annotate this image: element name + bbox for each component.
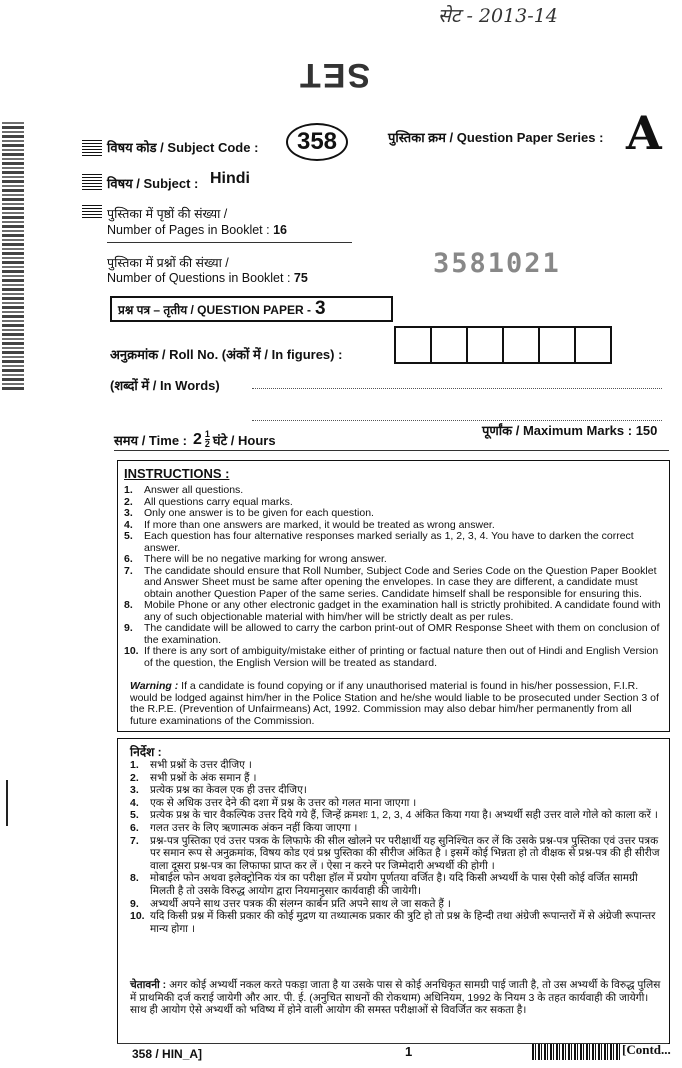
item-text: प्रश्न-पत्र पुस्तिका एवं उत्तर पत्रक के लिफाफे की सील खोलने पर परीक्षार्थी यह सुनिश्चित कर लें कि उसके प्रश्न-पत्र पुस्तिका एवं उत्तर पत्रक पर समान रूप से अनुक्रमांक, विषय कोड एवं प्रश्न पुस्तिका की सीरीज अंकित है । इसमें कोई भिन्नता हो तो वीक्षक से प्रश्न-पत्र की ही सीरीज वाला दूसरा प्रश्न-पत्र का लिफाफा प्राप्त कर लें । ऐसा न करने पर जिम्मेदारी अभ्यर्थी की होगी । bbox=[150, 834, 660, 872]
top-handwritten-note: सेट - 2013-14 bbox=[438, 5, 558, 27]
item-text: Each question has four alternative responses marked serially as 1, 2, 3, 4. You have to darken the correct answer. bbox=[144, 530, 634, 554]
series-label: पुस्तिका क्रम / Question Paper Series : bbox=[388, 130, 604, 145]
list-item bbox=[130, 910, 662, 935]
hindi-warning-text: अगर कोई अभ्यर्थी नकल करते पकड़ा जाता है या उसके पास से कोई अनधिकृत सामग्री पाई जाती है, तो उस अभ्यर्थी के विरुद्ध पुलिस में प्राथमिकी दर्ज कराई जायेगी और आर. पी. ई. (अनुचित साधनों की रोकथाम) अधिनियम, 1992 के नियम 3 के तहत कार्यवाही की जायेगी। साथ ही आयोग ऐसे अभ्यर्थी को भविष्य में होने वाली आयोग की समस्त परीक्षाओं से विवर्जित कर सकता है। bbox=[130, 979, 661, 1017]
roll-words-label: (शब्दों में / In Words) bbox=[110, 378, 220, 393]
item-text: प्रत्येक प्रश्न का केवल एक ही उत्तर दीजिए। bbox=[150, 784, 307, 797]
list-item bbox=[130, 822, 662, 835]
list-item bbox=[130, 898, 662, 911]
item-number: 2. bbox=[130, 771, 139, 784]
item-text: If there is any sort of ambiguity/mistake either of printing or factual nature then out of Hindi and English Version of the question, the English Version will be treated as standard. bbox=[144, 645, 659, 669]
item-number: 3. bbox=[124, 507, 133, 519]
list-item bbox=[130, 809, 662, 822]
roll-digit-box[interactable] bbox=[394, 326, 432, 364]
item-number: 2. bbox=[124, 495, 133, 508]
instructions-box bbox=[117, 460, 670, 732]
item-text: Answer all questions. bbox=[144, 484, 244, 496]
list-item bbox=[124, 508, 662, 520]
pages-value: 16 bbox=[273, 223, 287, 237]
instructions-title: INSTRUCTIONS : bbox=[124, 466, 230, 481]
subject-code-label: विषय कोड / Subject Code : bbox=[107, 140, 259, 155]
item-number: 9. bbox=[124, 622, 133, 634]
roll-digit-box[interactable] bbox=[466, 326, 504, 364]
item-number: 8. bbox=[130, 872, 139, 885]
list-item bbox=[124, 623, 662, 646]
roll-label: अनुक्रमांक / Roll No. (अंकों में / In figures) : bbox=[110, 347, 343, 362]
item-number: 4. bbox=[124, 518, 133, 531]
list-item bbox=[124, 566, 662, 601]
list-item bbox=[124, 554, 662, 566]
item-number: 9. bbox=[130, 897, 139, 910]
item-text: गलत उत्तर के लिए ऋणात्मक अंकन नहीं किया जाएगा । bbox=[150, 821, 358, 834]
item-number: 8. bbox=[124, 599, 133, 611]
subject-code-value: 358 bbox=[286, 123, 348, 161]
item-text: Mobile Phone or any other electronic gadget in the examination hall is strictly prohibited. A candidate found with any of such objectionable material with him/her will be strictly dealt as per rules. bbox=[144, 599, 661, 623]
list-item bbox=[124, 485, 662, 497]
item-text: The candidate will be allowed to carry the carbon print-out of OMR Response Sheet with them on conclusion of the examination. bbox=[144, 622, 660, 646]
list-item bbox=[124, 531, 662, 554]
item-number: 6. bbox=[130, 821, 139, 834]
series-value: A bbox=[626, 106, 662, 160]
list-item bbox=[130, 797, 662, 810]
list-item bbox=[130, 772, 662, 785]
hindi-warning-label: चेतावनी : bbox=[130, 979, 167, 991]
item-text: सभी प्रश्नों के उत्तर दीजिए । bbox=[150, 759, 252, 771]
item-text: यदि किसी प्रश्न में किसी प्रकार की कोई मुद्रण या तथ्यात्मक प्रकार की त्रुटि हो तो प्रश्न के हिन्दी तथा अंग्रेजी रूपान्तरों में से अंग्रेजी रूपान्तर मान्य होगा । bbox=[150, 910, 656, 935]
set-stamp: SET bbox=[298, 56, 371, 94]
question-paper-number: 3 bbox=[314, 298, 326, 319]
questions-label-en: Number of Questions in Booklet : bbox=[107, 271, 291, 285]
booklet-serial-number: 3581021 bbox=[433, 248, 561, 279]
barcode-mark bbox=[82, 138, 102, 156]
roll-number-boxes[interactable] bbox=[396, 326, 612, 364]
item-text: प्रत्येक प्रश्न के चार वैकल्पिक उत्तर दिये गये हैं, जिन्हें क्रमशः 1, 2, 3, 4 अंकित किया गया है। अभ्यर्थी सही उत्तर वाले गोले को काला करें । bbox=[150, 809, 658, 822]
barcode-mark bbox=[82, 172, 102, 190]
time-unit: घंटे / Hours bbox=[212, 432, 276, 448]
item-number: 7. bbox=[124, 564, 133, 577]
time-whole: 2 bbox=[193, 430, 202, 448]
divider bbox=[114, 450, 669, 451]
warning-label: Warning : bbox=[130, 680, 179, 692]
warning-text: If a candidate is found copying or if any unauthorised material is found in his/her possession, F.I.R. would be lodged against him/her in the Police Station and he/she would liable to be prosecuted under Section 3 of the R.P.E. (Prevention of Unfairmeans) Act, 1992. Commission may also debar him/her permanently from all future examinations of the Commission. bbox=[130, 680, 659, 727]
item-number: 6. bbox=[124, 553, 133, 565]
marks-value: 150 bbox=[635, 423, 658, 438]
item-number: 1. bbox=[124, 484, 133, 496]
subject-label: विषय / Subject : bbox=[107, 176, 199, 191]
footer-contd: [Contd... bbox=[622, 1042, 671, 1057]
questions-label-hi: पुस्तिका में प्रश्नों की संख्या / bbox=[107, 256, 229, 270]
roll-words-line[interactable] bbox=[252, 388, 662, 389]
item-text: सभी प्रश्नों के अंक समान हैं । bbox=[150, 771, 257, 784]
roll-digit-box[interactable] bbox=[502, 326, 540, 364]
list-item bbox=[130, 835, 662, 873]
question-paper-box bbox=[110, 296, 393, 322]
warning-block bbox=[130, 681, 660, 727]
item-number: 4. bbox=[130, 796, 139, 809]
time-row bbox=[114, 430, 276, 449]
time-numerator: 1 bbox=[204, 429, 210, 439]
item-text: अभ्यर्थी अपने साथ उत्तर पत्रक की संलग्न कार्बन प्रति अपने साथ ले जा सकते हैं । bbox=[150, 897, 451, 910]
item-text: मोबाईल फोन अथवा इलेक्ट्रोनिक यंत्र का परीक्षा हॉल में प्रयोग पूर्णतया वर्जित है। यदि किसी अभ्यर्थी के पास ऐसी कोई वर्जित सामग्री मिलती है तो उसके विरुद्ध आयोग द्वारा नियमानुसार कार्यवाही की जायेगी। bbox=[150, 872, 638, 897]
pages-label-en: Number of Pages in Booklet : bbox=[107, 223, 270, 237]
hindi-instructions-list bbox=[130, 759, 662, 935]
item-number: 3. bbox=[130, 784, 139, 797]
item-text: If more than one answers are marked, it would be treated as wrong answer. bbox=[144, 518, 495, 531]
hindi-warning-block bbox=[130, 979, 662, 1017]
hindi-instructions-box bbox=[117, 738, 670, 1044]
subject-value: Hindi bbox=[210, 170, 250, 187]
time-label: समय / Time : bbox=[114, 432, 187, 448]
instructions-list bbox=[124, 485, 662, 669]
list-item bbox=[124, 646, 662, 669]
barcode-mark bbox=[82, 204, 102, 218]
item-number: 7. bbox=[130, 834, 139, 847]
side-decoration bbox=[2, 120, 24, 390]
item-text: Only one answer is to be given for each question. bbox=[144, 507, 374, 519]
item-text: The candidate should ensure that Roll Number, Subject Code and Series Code on the Question Paper Booklet and Answer Sheet must be same after opening the envelopes. In case they are different, a candidate must obtain another Question Paper of the same series. Candidate himself shall be responsible for ensuring this. bbox=[144, 564, 657, 600]
item-text: All questions carry equal marks. bbox=[144, 495, 293, 508]
question-paper-label: प्रश्न पत्र – तृतीय / QUESTION PAPER - bbox=[118, 302, 311, 317]
divider bbox=[107, 242, 352, 243]
hindi-instructions-title: निर्देश : bbox=[130, 745, 162, 759]
item-number: 1. bbox=[130, 759, 139, 771]
marks-label: पूर्णांक / Maximum Marks : bbox=[482, 423, 633, 438]
footer-code: 358 / HIN_A] bbox=[132, 1047, 203, 1061]
item-number: 5. bbox=[130, 809, 139, 822]
footer-barcode bbox=[532, 1044, 620, 1060]
questions-value: 75 bbox=[293, 271, 308, 285]
list-item bbox=[124, 600, 662, 623]
item-text: एक से अधिक उत्तर देने की दशा में प्रश्न के उत्तर को गलत माना जाएगा । bbox=[150, 796, 417, 809]
pages-label-hi: पुस्तिका में पृष्ठों की संख्या / bbox=[107, 207, 228, 221]
side-mark bbox=[6, 780, 8, 826]
footer-page-number: 1 bbox=[405, 1044, 413, 1059]
list-item bbox=[130, 784, 662, 797]
item-text: There will be no negative marking for wrong answer. bbox=[144, 553, 387, 565]
time-denominator: 2 bbox=[204, 439, 210, 449]
list-item bbox=[130, 759, 662, 772]
list-item bbox=[130, 872, 662, 897]
item-number: 5. bbox=[124, 530, 133, 542]
item-number: 10. bbox=[124, 645, 139, 657]
roll-digit-box[interactable] bbox=[538, 326, 576, 364]
roll-digit-box[interactable] bbox=[574, 326, 612, 364]
roll-digit-box[interactable] bbox=[430, 326, 468, 364]
item-number: 10. bbox=[130, 910, 145, 923]
